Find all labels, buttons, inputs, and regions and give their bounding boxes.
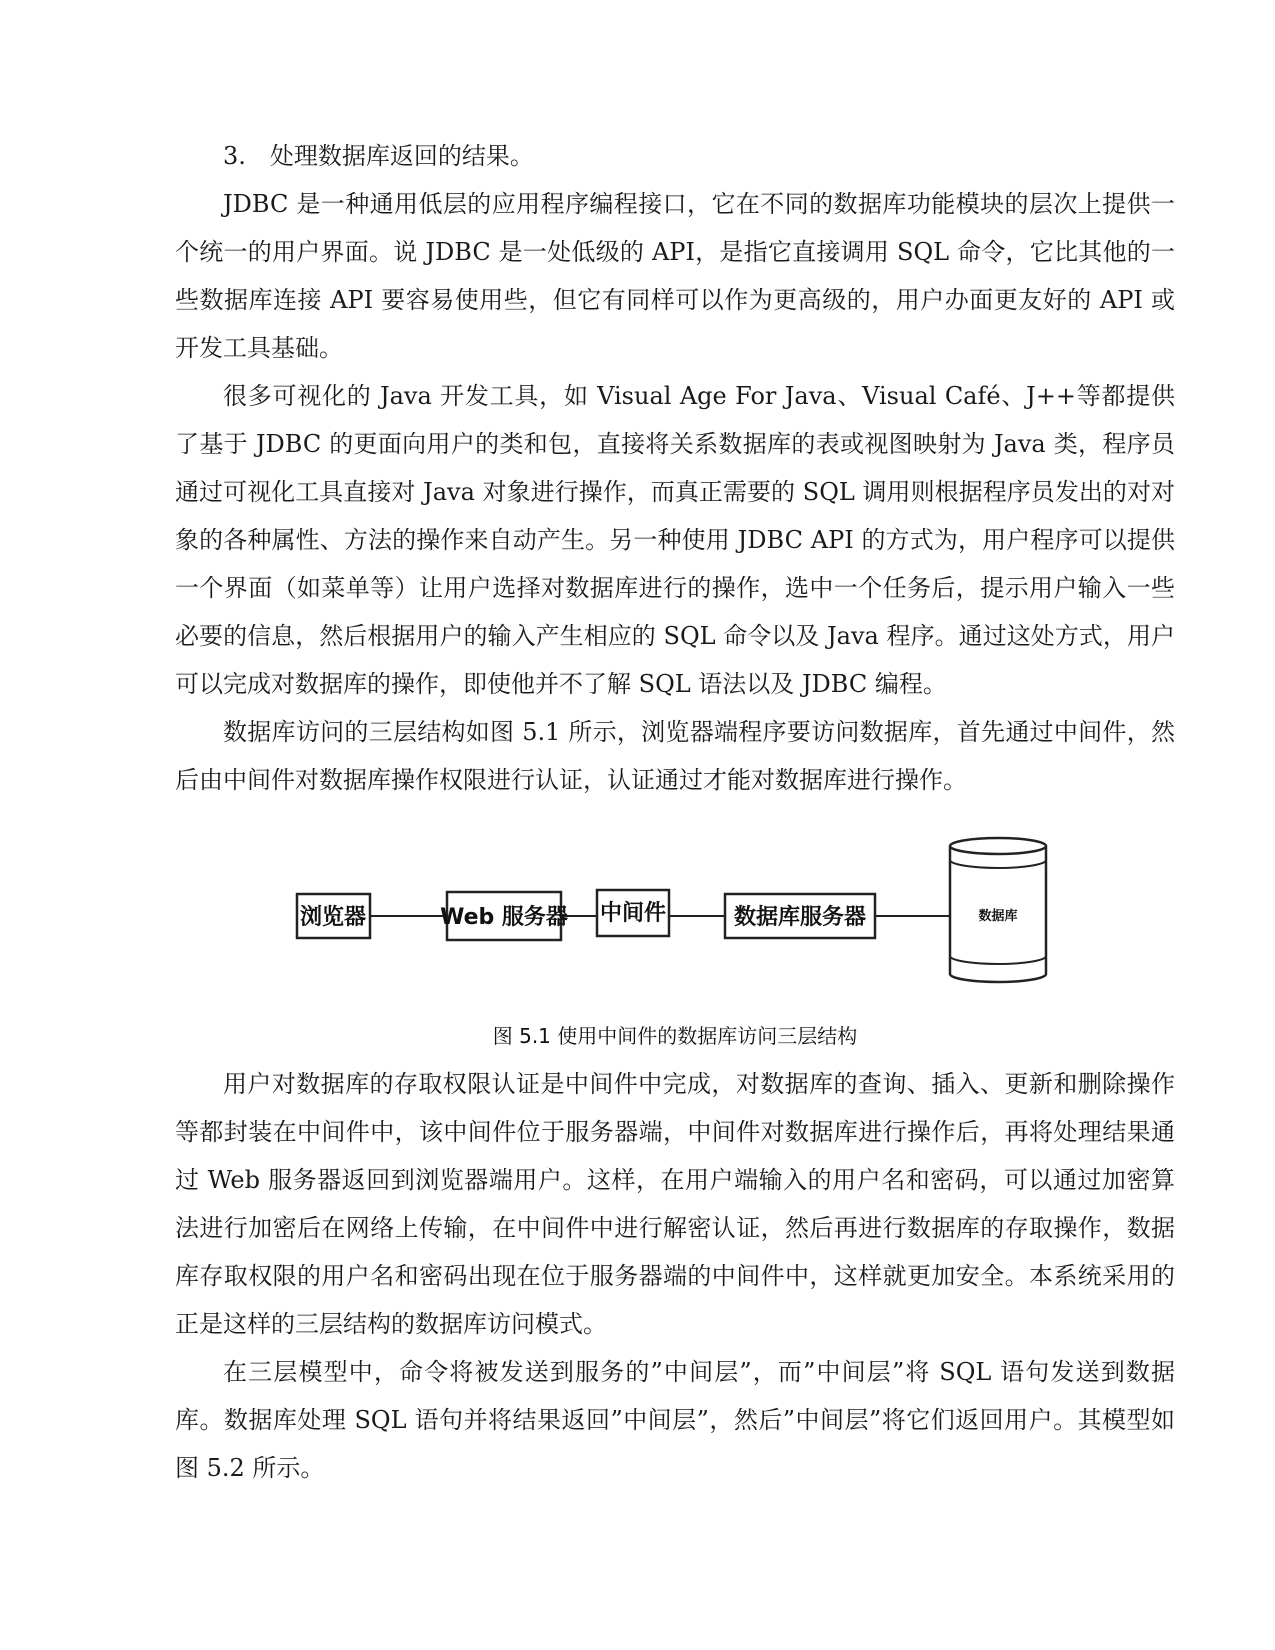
node-database — [950, 838, 1046, 982]
list-item-3: 3. 处理数据库返回的结果。 — [223, 142, 534, 170]
node-browser-label: 浏览器 — [299, 905, 367, 930]
node-db-server-label: 数据库服务器 — [733, 905, 867, 930]
node-database-label: 数据库 — [978, 909, 1018, 924]
node-middleware — [597, 890, 669, 936]
paragraph-visual-tools: 很多可视化的 Java 开发工具，如 Visual Age For Java、Visual Café、J++等都提供了基于 JDBC 的更面向用户的类和包，直接将关系数据库的表或视图映射为 Java 类，程序员通过可视化工具直接对 Java 对象进行操作，而真正需要的 SQL 调用则根据程序员发出的对对象的各种属性、方法的操作来自动产生。另一种使用 JDBC API 的方式为，用户程序可以提供一个界面（如菜单等）让用户选择对数据库进行的操作，选中一个任务后，提示用户输入一些必要的信息，然后根据用户的输入产生相应的 SQL 命令以及 Java 程序。通过这处方式，用户可以完成对数据库的操作，即使他并不了解 SQL 语法以及 JDBC 编程。 — [175, 382, 1175, 698]
node-db-server — [725, 894, 875, 938]
three-tier-diagram — [175, 816, 1175, 1016]
figure-5-1 — [175, 816, 1175, 1016]
node-browser — [297, 894, 370, 938]
paragraph-middleware-auth: 用户对数据库的存取权限认证是中间件中完成，对数据库的查询、插入、更新和删除操作等都封装在中间件中，该中间件位于服务器端，中间件对数据库进行操作后，再将处理结果通过 Web 服务器返回到浏览器端用户。这样，在用户端输入的用户名和密码，可以通过加密算法进行加密后在网络上传输，在中间件中进行解密认证，然后再进行数据库的存取操作，数据库存取权限的用户名和密码出现在位于服务器端的中间件中，这样就更加安全。本系统采用的正是这样的三层结构的数据库访问模式。 — [175, 1070, 1175, 1338]
node-middleware-label: 中间件 — [599, 901, 667, 926]
document-body — [175, 132, 1175, 1492]
paragraph-three-tier-model: 在三层模型中，命令将被发送到服务的”中间层”，而”中间层”将 SQL 语句发送到数据库。数据库处理 SQL 语句并将结果返回”中间层”，然后”中间层”将它们返回用户。其模型如图 5.2 所示。 — [175, 1358, 1175, 1482]
paragraph-jdbc-intro: JDBC 是一种通用低层的应用程序编程接口，它在不同的数据库功能模块的层次上提供一个统一的用户界面。说 JDBC 是一处低级的 API，是指它直接调用 SQL 命令，它比其他的一些数据库连接 API 要容易使用些，但它有同样可以作为更高级的，用户办面更友好的 API 或开发工具基础。 — [175, 190, 1175, 362]
node-web-server-label: Web 服务器 — [440, 905, 568, 930]
paragraph-three-tier: 数据库访问的三层结构如图 5.1 所示，浏览器端程序要访问数据库，首先通过中间件，然后由中间件对数据库操作权限进行认证，认证通过才能对数据库进行操作。 — [175, 718, 1175, 794]
figure-caption: 图 5.1 使用中间件的数据库访问三层结构 — [492, 1024, 858, 1048]
node-web-server — [440, 892, 568, 940]
